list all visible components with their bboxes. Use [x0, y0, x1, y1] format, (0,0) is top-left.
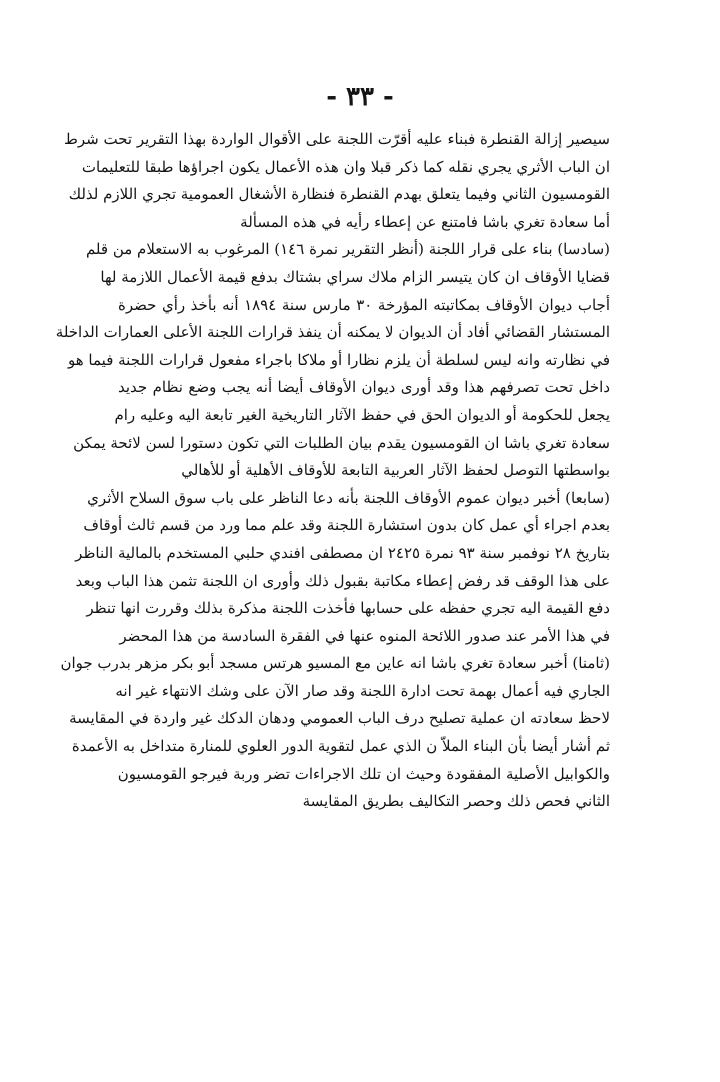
text-line: بتاريخ ٢٨ نوفمبر سنة ٩٣ نمرة ٢٤٢٥ ان مصطفى افندي حلبي المستخدم بالمالية الناظر — [75, 543, 610, 562]
text-line: (سادسا) بناء على قرار اللجنة (أنظر التقرير نمرة ١٤٦) المرغوب به الاستعلام من قلم — [85, 240, 610, 259]
text-line: في نظارته وانه ليس لسلطة أن يلزم نظارا أو ملاكا باجراء مفعول قرارات اللجنة فيما هو — [68, 350, 610, 369]
page-number: - ٣٣ - — [326, 82, 394, 112]
text-line: سعادة تغري باشا ان القومسيون يقدم بيان الطلبات التي تكون دستورا لسن لائحة يمكن — [73, 433, 610, 452]
text-line: (ثامنا) أخبر سعادة تغري باشا انه عاين مع المسيو هرتس مسجد أبو بكر مزهر بدرب جوان — [60, 654, 610, 673]
text-line: القومسيون الثاني وفيما يتعلق بهدم القنطرة فنظارة الأشغال العمومية تجري اللازم لذلك — [68, 185, 610, 204]
text-line: على هذا الوقف قد رفض إعطاء مكاتبة بقبول ذلك وأورى ان اللجنة تثمن هذا الباب وبعد — [75, 571, 610, 590]
text-line: دفع القيمة اليه تجري حفظه على حسابها فأخذت اللجنة مذكرة بذلك وقررت انها تنظر — [86, 599, 610, 618]
text-line: قضايا الأوقاف ان كان يتيسر الزام ملاك سراي بشتاك بدفع قيمة الأعمال اللازمة لها — [100, 267, 610, 286]
text-line: أما سعادة تغري باشا فامتنع عن إعطاء رأيه في هذه المسألة — [240, 212, 610, 231]
text-line: بعدم اجراء أي عمل كان بدون استشارة اللجنة وقد علم مما ورد من قسم ثالث أوقاف — [83, 516, 610, 535]
text-line: لاحظ سعادته ان عملية تصليح درف الباب العمومي ودهان الدكك غير واردة في المقايسة — [69, 709, 610, 728]
text-line: والكوابيل الأصلية المفقودة وحيث ان تلك الاجراءات تضر وربة فيرجو القومسيون — [117, 764, 610, 783]
text-line: بواسطتها التوصل لحفظ الآثار العربية التابعة للأوقاف الأهلية أو للأهالي — [181, 461, 610, 480]
text-line: الجاري فيه أعمال بهمة تحت ادارة اللجنة وقد صار الآن على وشك الانتهاء غير انه — [115, 681, 610, 700]
body-text — [55, 126, 610, 816]
text-line: ان الباب الأثري يجري نقله كما ذكر قبلا وان هذه الأعمال يكون اجراؤها طبقا للتعليمات — [81, 157, 610, 176]
text-line: في هذا الأمر عند صدور اللائحة المنوه عنها في الفقرة السادسة من هذا المحضر — [119, 626, 610, 645]
text-line: ثم أشار أيضا بأن البناء الملاّ ن الذي عمل لتقوية الدور العلوي للمنارة متداخل به الأعمدة — [71, 737, 610, 756]
text-line: المستشار القضائي أفاد أن الديوان لا يمكنه أن ينفذ قرارات اللجنة الأعلى العمارات الداخلة — [55, 323, 610, 342]
text-line: داخل تحت تصرفهم هذا وقد أورى ديوان الأوقاف أيضا أنه يجب وضع نظام جديد — [118, 378, 610, 397]
text-line: سيصير إزالة القنطرة فبناء عليه أقرّت اللجنة على الأقوال الواردة بهذا التقرير تحت شرط — [64, 130, 610, 148]
text-line: يجعل للحكومة أو الديوان الحق في حفظ الآثار التاريخية الغير تابعة اليه وعليه رام — [114, 405, 610, 424]
text-line: أجاب ديوان الأوقاف بمكاتبته المؤرخة ٣٠ مارس سنة ١٨٩٤ أنه بأخذ رأي حضرة — [118, 295, 610, 314]
text-line: (سابعا) أخبر ديوان عموم الأوقاف اللجنة بأنه دعا الناظر على باب سوق السلاح الأثري — [87, 488, 610, 507]
text-line: الثاني فحص ذلك وحصر التكاليف بطريق المقايسة — [302, 792, 610, 811]
